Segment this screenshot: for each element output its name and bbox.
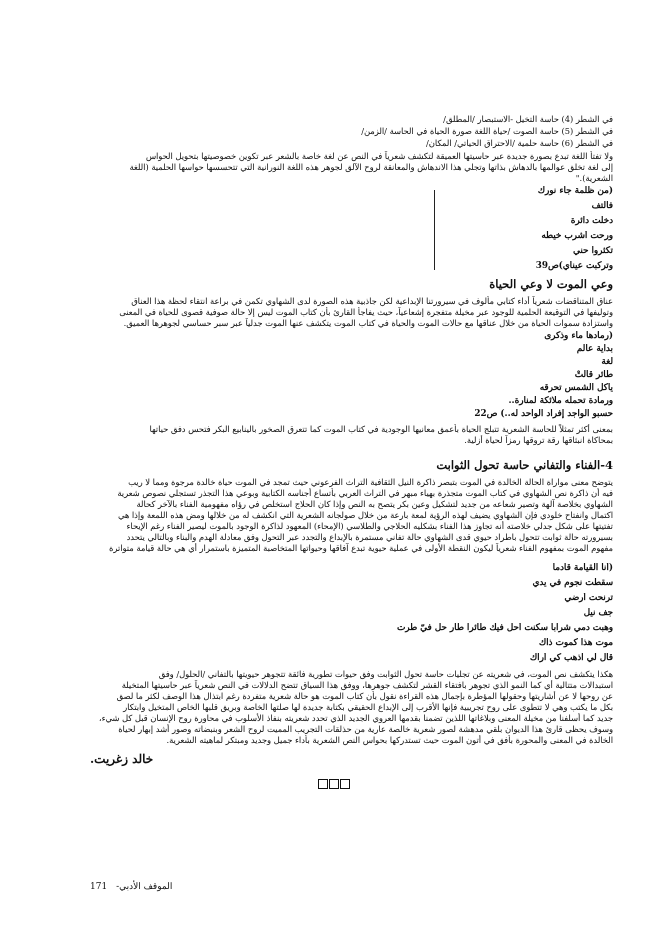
paragraph-line: واستزادة سموات الحياة من خلال عناقها مع حالات الموت والحياة في كتاب الموت يتكشف عنها الموت جدلياً عبر سبر حساسي لجوهرها العميق. — [123, 318, 613, 328]
poem-line: سقطت نجوم في يدي — [532, 578, 613, 588]
paragraph-line: جديد كما أسلفنا من مخيلة المعنى وبلاغاتها اللذين تضمنا بقدمها العروي الجديد الذي تحدد شعريته بنفاذ الأسلوب في محاورة روح الإنسان قبل كل شيء، — [98, 713, 613, 723]
intro-line: ولا تفتأ اللغة تبدع بصورة جديدة عبر حاسيتها العميقة لتكشف شعرياً في النص عن لغة خاصة بالشعر عبر تكوين خصوصيتها بتحويل الحواس — [145, 151, 613, 161]
journal-name: الموقف الأدبي- — [116, 882, 173, 892]
intro-line: في الشطر (4) حاسة التخيل -الاستبصار /المطلق/ — [443, 114, 613, 124]
poem-line: ورحت أشرب خيطه — [541, 231, 613, 241]
paragraph-line: الشهاوي بخلاصة آلهة وتصير شعاعه من جديد لتشكيل وعين بكر يتصح به النص وإذا كان الحلاج استخلص في رؤاه مفهومية الفناء بالآخر كحالة — [136, 499, 613, 509]
paragraph-line: الخالدة في المعنى والمحورة بأفق في أتون الموت حيث تستدركها بحواس النص الشعرية بأداء جميل وجديد ومبتكر لماهيته الشعرية. — [166, 735, 613, 745]
poem-line: طائر قالتْ — [574, 370, 613, 380]
poem-line: بداية عالم — [576, 344, 613, 354]
poem-line: جف نيل — [583, 608, 613, 618]
poem-line: وتركبت عيناي)ص39 — [535, 261, 613, 271]
poem-line: وهبت دمي شراباً سكنت أحل فيك طائراً طار حل فيّ طرت — [396, 623, 613, 633]
intro-line: الشعرية)." — [575, 173, 613, 183]
poem-line: (رمادها ماء وذكرى — [544, 331, 613, 341]
poem-line: موت هذا كموت ذاك — [538, 638, 613, 648]
poem-line: يأكل الشمس تحرقه — [539, 383, 613, 393]
paragraph-line: فيه أن ذاكرة نص الشهاوي في كتاب الموت متجذرة بهياء مبهر في التراث العربي بأتساع أجناسه الكتابية وبوعي هذا التجذر تستجلي نصوص شعرية — [117, 488, 613, 498]
author-signature: خالد زغريت. — [90, 752, 154, 766]
paragraph-line: مفهوم الموت بمفهوم الفناء شعرياً ليكون النقطة الأولى في عملية حيوية تبدع آفاقها وحيواتها المتخاصبة المتميزة باستمرار أي هي حالة قيامة متواترة — [108, 543, 613, 553]
poem-line: ترنحت أرضي — [564, 593, 613, 603]
paragraph-line: استبدالات متتالية أي كما النمو الذي تجوهر بافتقاء القشر لتكشف جوهرها، ووفق هذا السياق تتضح الدلالات في النص شعرياً عبر حاسيتها المتخيلة — [121, 680, 613, 690]
paragraph-line: تفتيتها على شكل جدلي خلاصته أنه تجاوز هذا الفناء بشكليه الحلاجي والطلاسي (الإمحاء) المعهود لذاكرة الوجود بالموت ليصير الفناء رغم الإيحاء — [126, 521, 613, 531]
paragraph-line: يتوضح معنى مواراة الحالة الخالدة في الموت بتبصر ذاكرة النيل الثقافية التراث الفرعوني حيث تمجد في الموت حياة خالدة مرجوة ومما لا ريب — [128, 477, 613, 487]
page-footer — [90, 882, 172, 892]
poem-line: حسبو الواجد إفراد الواحد له..) ص22 — [474, 409, 613, 419]
poem-line: دخلت دائرة — [570, 216, 613, 226]
end-box-icon — [318, 779, 328, 789]
poem-line: فالتف — [591, 201, 613, 211]
paragraph-line: هكذا يتكشف نص الموت، في شعريته عن تجليات حاسة تحول الثوابت وفق حيوات تطورية فائقة تتجوهر حيويتها بالتفاني /الحلول/ وفق — [158, 669, 613, 679]
paragraph-line: عن روحها لا عن أشاريتها وحقولها المؤطرة بإجمال هذه القراءة نقول بأن كتاب الموت هو حالة شعرية متفردة رغم ابتذال هذا الوصف لكثر ما لصق — [116, 691, 613, 701]
section-heading: وعي الموت لا وعي الحياة — [489, 277, 613, 291]
paragraph-line: وتوليفها في التوقيعة الحلمية للوجود عبر مخيلة متفجرة إشعاعياً، حيث يفاجأ القارئ بأن كتاب الموت ليس إلا حالة صوفية قصوى للحياة في المعنى — [119, 307, 613, 317]
end-box-icon — [340, 779, 350, 789]
page-number: 171 — [90, 882, 108, 892]
paragraph-line: بسيرورته حالة ثوابت تتحول باطراد حيوي قدى الشهاوي حالة تفاني مستمرة بالإبداع والتجدد عبر التحول وفق معادلة الهدم والبناء وبالتالي يتحدد — [126, 532, 613, 542]
poem-line: (من ظلمة جاء نورك — [537, 186, 613, 196]
paragraph-line: بمحاكاة انبثاقها رقة تروقها رمزاً لحياة أزلية. — [464, 435, 613, 445]
intro-line: في الشطر (5) حاسة الصوت /حياة اللغة صورة الحياة في الحاسة /الزمن/ — [361, 126, 613, 136]
intro-line: في الشطر (6) حاسة حلمية /الاحتراق الحياتي/ المكان/ — [425, 138, 613, 148]
poem-line: ورمادة تحمله ملائكة لمنارة.. — [508, 396, 613, 406]
paragraph-line: وسوف يحظى قارئ هذا الديوان بلقي مدهشة لصور شعرية خالصة عارية من حذلقات التجريب المميت لروح الشعر وبنبضاته وصور أشد إبهار لحياة — [118, 724, 613, 734]
paragraph-line: اكتمال وانفتاح خلودي فإن الشهاوي يضيف لهذه الرؤية لمعة بارعة من خلال صولجانه الشعرية التي انكشف له من خلالها ومض هذه اللمعة وإذا هي — [117, 510, 613, 520]
intro-line: إلى لغة تخلق عوالمها بالدهاش بذاتها وتجلي هذا الاندهاش والمعانقة لروح الآلق لجوهر هذه اللغة النورانية التي تتحسسها حواسها الحلمية (اللغة — [129, 162, 613, 172]
poem-line: لغة — [601, 357, 613, 367]
poem-line: (أنا القيامة قادماً — [552, 563, 613, 573]
paragraph-line: بكل ما يكتب وهي لا تتطوى على روح تجريبية فإنها الأقرب إلى الإبداع الحقيقي بكتابة جديدة لها صلتها الخاصة وبريق قلبها الخاص المتخيل وابتكار — [123, 702, 613, 712]
end-box-icon — [329, 779, 339, 789]
poem-line: قال لي اذهب كي أراك — [529, 653, 613, 663]
paragraph-line: بمعنى أكثر تمثلاً للحاسة الشعرية تتبلج الحياة بأعمق معانيها الوجودية في كتاب الموت كما تتعرق الصخور بالينابيع البكر فتحس دفق حياتها — [149, 424, 613, 434]
section-heading: 4-الفناء والتفاني حاسة تحول الثوابت — [436, 458, 613, 472]
poem-line: تكثروا حني — [573, 246, 613, 256]
paragraph-line: عناق المتناقضات شعرياً أداء كتابي مألوف في سيرورتنا الإبداعية لكن جاذبية هذه الصورة لدى الشهاوي تكمن في براعة انتقاء لحظة هذا العناق — [131, 296, 613, 306]
end-marker — [318, 779, 350, 789]
